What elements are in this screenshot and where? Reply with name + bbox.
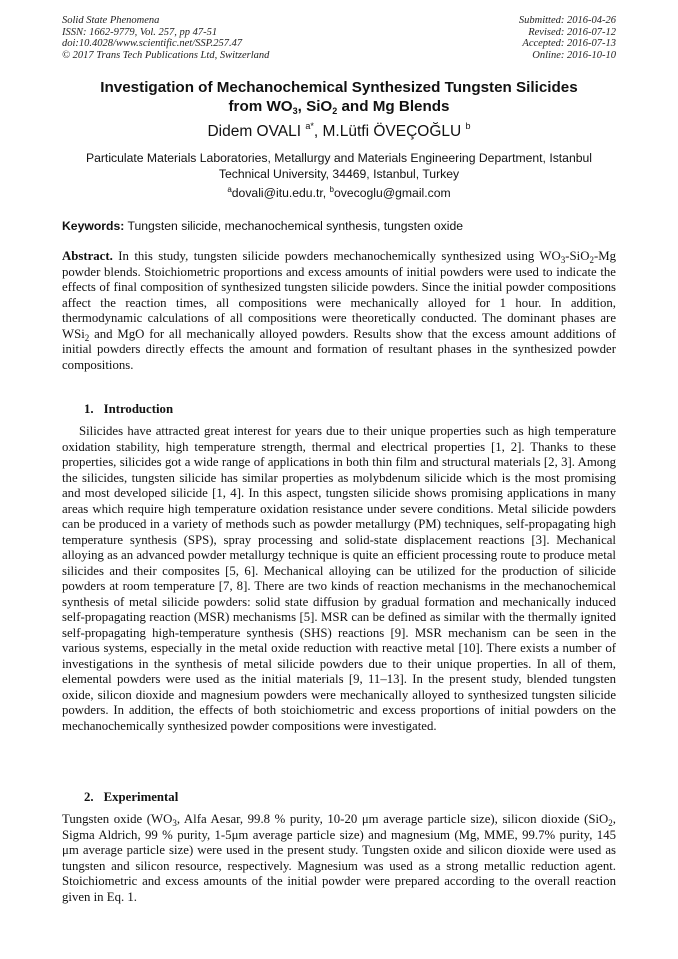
section-2-title: Experimental: [103, 790, 179, 804]
abstract-label: Abstract.: [62, 249, 113, 263]
doi: doi:10.4028/www.scientific.net/SSP.257.47: [62, 38, 243, 50]
abstract-subscript: 2: [589, 255, 594, 265]
title-text: from WO: [228, 98, 293, 115]
online-date: Online: 2016-10-10: [532, 49, 616, 61]
title-text: and Mg Blends: [337, 98, 450, 115]
paper-title: [40, 78, 638, 116]
affiliation: [40, 151, 638, 182]
section-2-heading: [84, 790, 178, 805]
keywords-text: Tungsten silicide, mechanochemical synthesis, tungsten oxide: [124, 219, 464, 233]
section-1-title: Introduction: [103, 402, 174, 416]
journal-name: Solid State Phenomena: [62, 15, 160, 26]
email-b: ovecoglu@gmail.com: [333, 186, 451, 200]
author-1: Didem OVALI: [207, 123, 302, 140]
abstract-text: -SiO: [565, 249, 590, 263]
author-2-affil-mark: b: [465, 121, 471, 131]
issn: ISSN: 1662-9779, Vol. 257, pp 47-51: [62, 26, 218, 38]
keywords: [62, 219, 616, 233]
copyright: © 2017 Trans Tech Publications Ltd, Switzerland: [62, 49, 270, 61]
section-2-body: [62, 812, 616, 905]
authors: [40, 121, 638, 141]
author-1-affil-mark: a*: [305, 121, 314, 131]
author-emails: [40, 185, 638, 200]
author-2: M.Lütfi ÖVEÇOĞLU: [322, 123, 462, 140]
section-2-subscript: 3: [172, 818, 177, 828]
section-1-number: 1.: [84, 402, 94, 416]
abstract-text: -Mg powder blends. Stoichiometric proportions and excess amounts of initial powders were used to indicate the effects of final composition of synthesized tungsten silicide powders. Since the initial powder compositions affect the reaction times, all compositions were mechanically alloyed for 1 hour. In addition, thermodynamic calculations of all compositions were theoretically conducted. The dominant phases are WSi: [62, 249, 616, 341]
section-2-text: , Sigma Aldrich, 99 % purity, 1-5μm average particle size) and magnesium (Mg, MME, 99.7% purity, 145 μm average particle size) were used in the present study. Tungsten oxide and silicon dioxide were used as tungsten and silicon resource, respectively. Magnesium was used as a strong metallic reduction agent. Stoichiometric and excess amounts of the initial powder were prepared according to the overall reaction given in Eq. 1.: [62, 812, 616, 904]
affiliation-line-2: Technical University, 34469, Istanbul, Turkey: [218, 166, 460, 181]
section-2-text: , Alfa Aesar, 99.8 % purity, 10-20 μm average particle size), silicon dioxide (SiO: [176, 812, 609, 826]
publication-dates: [519, 15, 616, 61]
email-a-mark: a: [227, 185, 232, 194]
title-text: , SiO: [297, 98, 333, 115]
title-subscript: 3: [292, 106, 298, 116]
section-2-number: 2.: [84, 790, 94, 804]
section-1-heading: [84, 402, 173, 417]
abstract-text: In this study, tungsten silicide powders mechanochemically synthesized using WO: [112, 249, 561, 263]
revised-date: Revised: 2016-07-12: [528, 26, 616, 38]
accepted-date: Accepted: 2016-07-13: [522, 38, 616, 50]
section-1-body: Silicides have attracted great interest for years due to their unique properties such as high temperature oxidation stability, high temperature strength, thermal and electrical properties [1, 2]. Thanks to these properties, silicides got a wide range of applications in both thin film and structural materials [2, 3]. Among the silicides, tungsten silicide has similar properties as molybdenum silicide which is the most promising and most developed silicide [1, 4]. In this aspect, tungsten silicide shows promising applications in many areas which require high temperature oxidation resistance under severe conditions. Metal silicide powders can be produced in a variety of methods such as powder metallurgy (PM) techniques, self-propagating high temperature synthesis (SPS), spray processing and solid-state displacement reactions [3]. Mechanical alloying as an advanced powder metallurgy technique is quite an efficient processing route to produce metal silicides and their composites [5, 6]. Mechanical alloying can be utilized for the production of silicide powders at room temperature [7, 8]. There are two kinds of reaction mechanisms in the mechanochemical synthesis of metal silicide powders: solid state diffusion by gradual formation and mechanically induced self-propagating reaction (MSR) mechanisms [5]. MSR can be defined as similar with the thermally ignited self-propagating high-temperature synthesis (SHS) reactions [9]. MSR mechanism can be seen in the various systems, especially in the metal oxide reduction with reactive metal [10]. There exists a number of investigations in the synthesis of metal silicide powders due to their unique properties. In all of them, elemental powders were used as the initial materials [9, 11–13]. In the present study, blended tungsten oxide, silicon dioxide and magnesium powders were mechanically alloyed to synthesized tungsten silicide powders. In addition, the effects of both stoichiometric and excess proportions of initial powders on the mechanochemically synthesized powder compositions were investigated.: [62, 424, 616, 733]
abstract-subscript: 2: [84, 332, 90, 343]
keywords-label: Keywords:: [62, 219, 125, 233]
email-a: dovali@itu.edu.tr,: [231, 186, 330, 200]
abstract: [62, 249, 616, 373]
title-line-1: Investigation of Mechanochemical Synthesized Tungsten Silicides: [100, 79, 578, 96]
section-2-text: Tungsten oxide (WO: [62, 812, 173, 826]
section-2-subscript: 2: [608, 818, 613, 828]
affiliation-line-1: Particulate Materials Laboratories, Metallurgy and Materials Engineering Department, Istanbul: [85, 151, 593, 165]
title-subscript: 2: [332, 106, 338, 116]
author-separator: ,: [313, 123, 323, 140]
abstract-subscript: 3: [560, 255, 566, 265]
title-line-2: [40, 97, 638, 116]
email-b-mark: b: [329, 185, 334, 194]
abstract-text: and MgO for all mechanically alloyed powders. Results show that the excess amount additions of initial powders directly effects the amount and formation of resultant phases in the synthesized powder compositions.: [62, 326, 616, 372]
journal-info: [62, 15, 269, 61]
submitted-date: Submitted: 2016-04-26: [518, 15, 616, 26]
